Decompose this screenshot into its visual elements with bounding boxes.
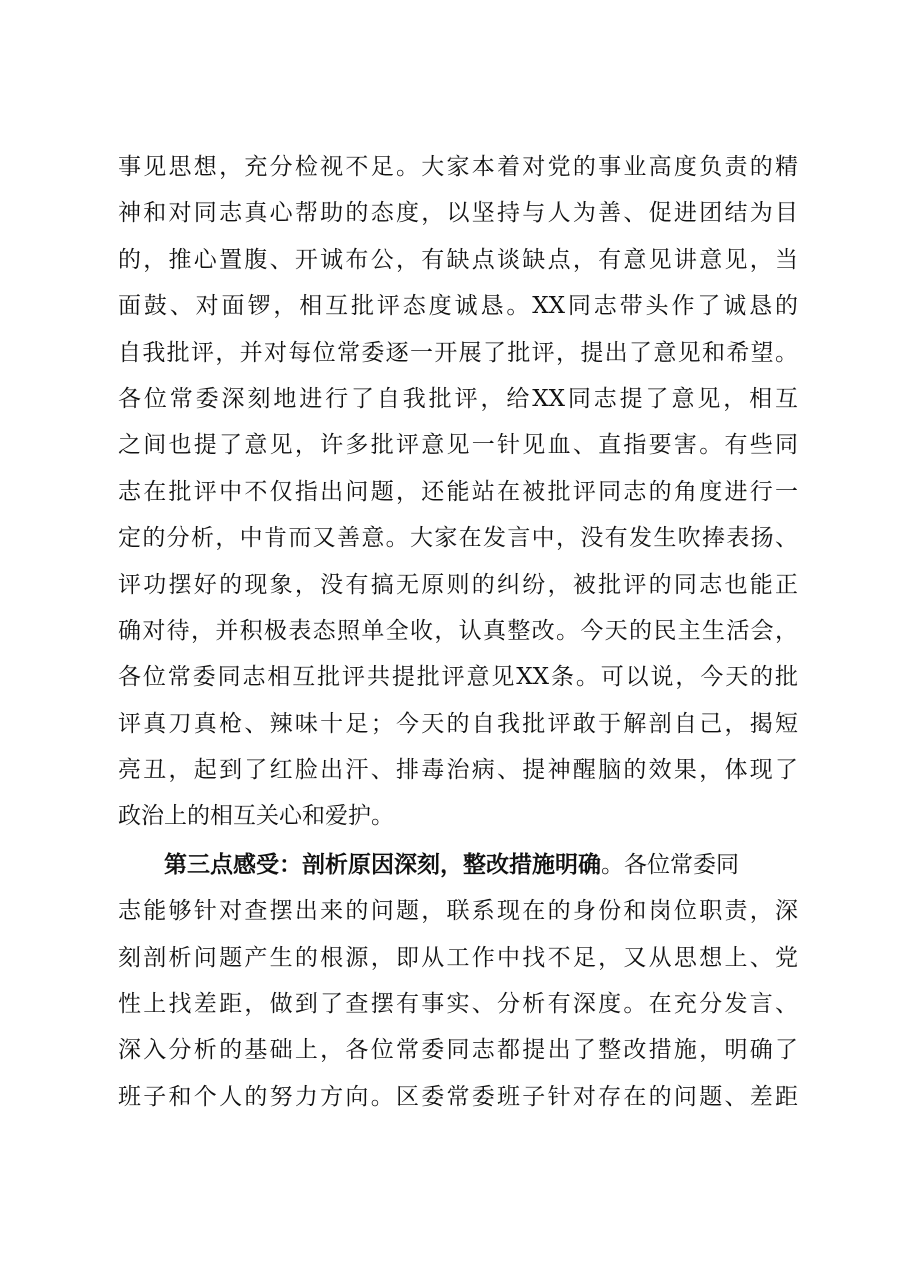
text-line: 的，推心置腹、开诚布公，有缺点谈缺点，有意见讲意见，当 [118,246,798,273]
text-line: 自我批评，并对每位常委逐一开展了批评，提出了意见和希望。 [118,339,798,366]
text-line: 各位常委同志相互批评共提批评意见XX条。可以说，今天的批 [118,664,798,691]
text-line: 性上找差距，做到了查摆有事实、分析有深度。在充分发言、 [118,991,798,1018]
section-heading: 第三点感受：剖析原因深刻，整改措施明确 [164,850,601,878]
text-line: 政治上的相互关心和爱护。 [118,803,394,830]
body-text [118,144,798,1120]
text-line: 深入分析的基础上，各位常委同志都提出了整改措施，明确了 [118,1037,798,1064]
paragraph-1 [118,144,798,840]
text-line: 各位常委深刻地进行了自我批评，给XX同志提了意见，相互 [118,385,798,412]
text-line: 刻剖析问题产生的根源，即从工作中找不足，又从思想上、党 [118,944,798,971]
paragraph-2-first-line [118,842,798,888]
text-line: 事见思想，充分检视不足。大家本着对党的事业高度负责的精 [118,154,798,180]
text-line: 神和对同志真心帮助的态度，以坚持与人为善、促进团结为目 [118,200,798,227]
text-line: 定的分析，中肯而又善意。大家在发言中，没有发生吹捧表扬、 [118,525,798,552]
text-line: 评功摆好的现象，没有搞无原则的纠纷，被批评的同志也能正 [118,571,798,598]
text-line: 亮丑，起到了红脸出汗、排毒治病、提神醒脑的效果，体现了 [118,757,798,784]
text-line: 面鼓、对面锣，相互批评态度诚恳。XX同志带头作了诚恳的 [118,293,798,320]
text-line: 确对待，并积极表态照单全收，认真整改。今天的民主生活会， [118,617,798,644]
text-line: 志在批评中不仅指出问题，还能站在被批评同志的角度进行一 [118,478,798,505]
text-line: 之间也提了意见，许多批评意见一针见血、直指要害。有些同 [118,432,798,459]
text-line: 志能够针对查摆出来的问题，联系现在的身份和岗位职责，深 [118,898,798,925]
paragraph-2 [118,842,798,1120]
heading-continuation: 。各位常委同 [601,851,739,878]
text-line: 评真刀真枪、辣味十足；今天的自我批评敢于解剖自己，揭短 [118,710,798,737]
text-line: 班子和个人的努力方向。区委常委班子针对存在的问题、差距 [118,1083,798,1110]
